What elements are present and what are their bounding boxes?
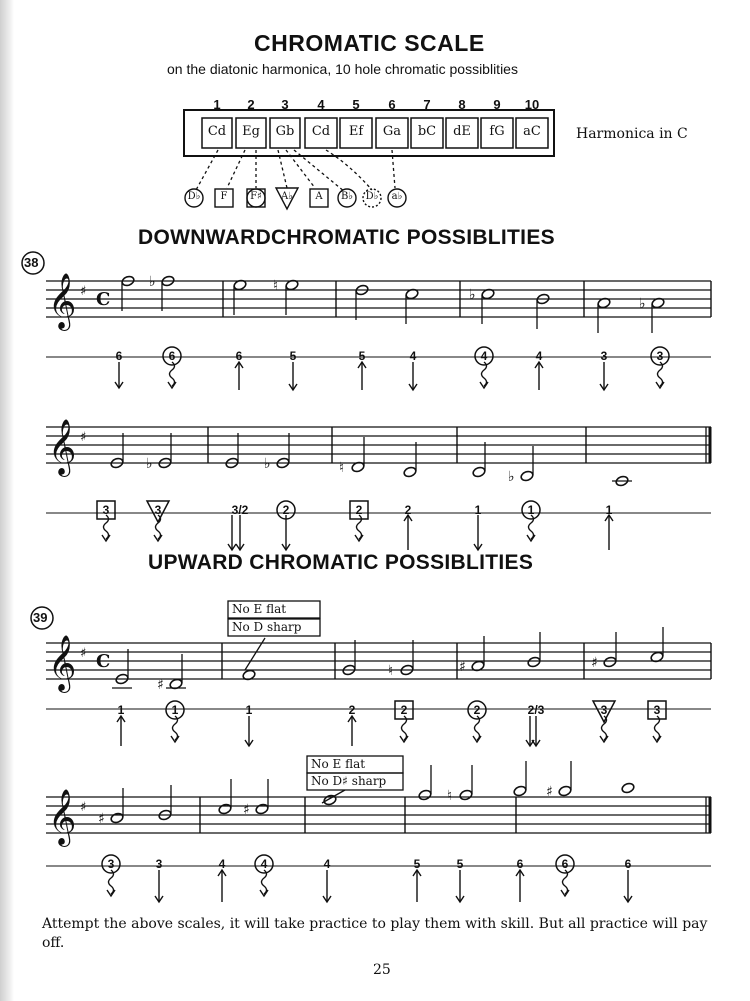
tab-s4-label-6: 5 xyxy=(456,857,464,871)
bend-note-4: A xyxy=(315,191,323,202)
upward-section-title: UPWARD CHROMATIC POSSIBLITIES xyxy=(148,551,534,574)
tab-s3-label-5: 2 xyxy=(473,703,481,717)
tab-s4-label-4: 4 xyxy=(323,857,331,871)
s4-note-0-accidental: ♯ xyxy=(98,811,105,827)
tab-s1-label-1: 6 xyxy=(168,349,176,363)
s3-note-4-accidental: ♮ xyxy=(388,663,394,679)
tab-s2-label-7: 1 xyxy=(527,503,535,517)
s2-note-4-accidental: ♮ xyxy=(339,460,345,476)
tab-s3-label-0: 1 xyxy=(117,703,125,717)
annotation-no-d-sharp-1: No D sharp xyxy=(232,620,302,634)
s3-note-5-accidental: ♯ xyxy=(459,659,466,675)
staff-2-treble-clef: 𝄞 xyxy=(48,419,77,475)
tab-s1-label-4: 5 xyxy=(358,349,366,363)
s2-note-3-accidental: ♭ xyxy=(264,456,271,472)
staff-4-key-sharp: ♯ xyxy=(80,800,87,815)
tab-s4-label-5: 5 xyxy=(413,857,421,871)
s4-note-6-accidental: ♮ xyxy=(447,788,453,804)
hole-note-0: Cd xyxy=(207,124,227,139)
bend-note-0: D♭ xyxy=(187,191,201,202)
harmonica-key-label: Harmonica in C xyxy=(576,126,688,142)
tab-s1-label-8: 3 xyxy=(600,349,608,363)
tab-s4-label-3: 4 xyxy=(260,857,268,871)
annotation-no-e-flat-1: No E flat xyxy=(232,602,287,616)
bend-note-3: A♭ xyxy=(281,191,293,202)
staff-1-time-signature: C xyxy=(96,289,111,310)
tab-s4-label-0: 3 xyxy=(107,857,115,871)
staff-1-treble-clef: 𝄞 xyxy=(48,273,77,329)
s1-note-9-accidental: ♭ xyxy=(639,296,646,312)
hole-number-8: 9 xyxy=(493,97,501,112)
annotation-no-e-flat-2: No E flat xyxy=(311,757,366,771)
tab-s4-label-9: 6 xyxy=(624,857,632,871)
tab-s1-label-2: 6 xyxy=(235,349,243,363)
tab-s1-label-9: 3 xyxy=(656,349,664,363)
hole-number-5: 6 xyxy=(388,97,396,112)
tab-s3-label-7: 3 xyxy=(600,703,608,717)
annotation-no-d-sharp-2: No D♯ sharp xyxy=(311,774,387,788)
s4-note-8-accidental: ♯ xyxy=(546,784,553,800)
bend-note-7: a♭ xyxy=(391,191,403,202)
s1-note-3-accidental: ♮ xyxy=(273,278,279,294)
tab-s1-label-5: 4 xyxy=(409,349,417,363)
hole-note-3: Cd xyxy=(311,124,331,139)
tab-s2-label-2: 3/2 xyxy=(231,503,249,517)
hole-number-9: 10 xyxy=(524,97,540,112)
tab-s3-label-8: 3 xyxy=(653,703,661,717)
hole-note-5: Ga xyxy=(382,124,402,139)
hole-number-2: 3 xyxy=(281,97,289,112)
page-subtitle: on the diatonic harmonica, 10 hole chromatic possiblities xyxy=(167,61,518,77)
s4-note-3-accidental: ♯ xyxy=(243,802,250,818)
staff-3-treble-clef: 𝄞 xyxy=(48,635,77,691)
tab-s3-label-1: 1 xyxy=(171,703,179,717)
tab-s2-label-5: 2 xyxy=(404,503,412,517)
hole-note-1: Eg xyxy=(242,124,260,139)
bend-note-2: F♯ xyxy=(250,191,262,202)
tab-s2-label-1: 3 xyxy=(154,503,162,517)
staff-1-key-sharp: ♯ xyxy=(80,284,87,299)
tab-s1-label-3: 5 xyxy=(289,349,297,363)
hole-note-4: Ef xyxy=(348,124,364,139)
footer-text: Attempt the above scales, it will take practice to play them with skill. But all practice will pay off. xyxy=(42,916,708,951)
tab-s3-label-3: 2 xyxy=(348,703,356,717)
hole-note-9: aC xyxy=(523,124,541,139)
staff-4-treble-clef: 𝄞 xyxy=(48,789,77,845)
tab-s2-label-6: 1 xyxy=(474,503,482,517)
tab-s3-label-6: 2/3 xyxy=(527,703,545,717)
hole-number-7: 8 xyxy=(458,97,466,112)
bend-note-1: F xyxy=(220,191,228,202)
tab-s2-label-3: 2 xyxy=(282,503,290,517)
tab-s2-label-0: 3 xyxy=(102,503,110,517)
tab-s4-label-2: 4 xyxy=(218,857,226,871)
s1-note-6-accidental: ♭ xyxy=(469,287,476,303)
tab-s4-label-7: 6 xyxy=(516,857,524,871)
s3-note-7-accidental: ♯ xyxy=(591,655,598,671)
tab-s4-label-8: 6 xyxy=(561,857,569,871)
tab-s1-label-7: 4 xyxy=(535,349,543,363)
tab-s1-label-0: 6 xyxy=(115,349,123,363)
bend-note-5: B♭ xyxy=(340,191,354,202)
downward-section-title: DOWNWARDCHROMATIC POSSIBLITIES xyxy=(138,226,555,249)
tab-s1-label-6: 4 xyxy=(480,349,488,363)
hole-note-7: dE xyxy=(453,124,471,139)
hole-number-1: 2 xyxy=(247,97,255,112)
hole-note-6: bC xyxy=(417,124,437,139)
hole-note-8: fG xyxy=(489,124,505,139)
s2-note-7-accidental: ♭ xyxy=(508,469,515,485)
staff-3-time-signature: C xyxy=(96,651,111,672)
tab-s3-label-2: 1 xyxy=(245,703,253,717)
hole-number-4: 5 xyxy=(352,97,360,112)
example-39-number: 39 xyxy=(33,610,48,625)
hole-number-3: 4 xyxy=(317,97,325,112)
staff-2-key-sharp: ♯ xyxy=(80,430,87,445)
page-title: CHROMATIC SCALE xyxy=(254,30,485,56)
hole-number-0: 1 xyxy=(213,97,221,112)
staff-3-key-sharp: ♯ xyxy=(80,646,87,661)
example-38-number: 38 xyxy=(24,255,39,270)
tab-s2-label-8: 1 xyxy=(605,503,613,517)
hole-number-6: 7 xyxy=(423,97,431,112)
s2-note-1-accidental: ♭ xyxy=(146,456,153,472)
s3-note-1-accidental: ♯ xyxy=(157,677,164,693)
page-number: 25 xyxy=(373,962,391,978)
tab-s3-label-4: 2 xyxy=(400,703,408,717)
bend-note-6: D♭ xyxy=(365,191,379,202)
hole-note-2: Gb xyxy=(275,124,295,139)
s1-note-1-accidental: ♭ xyxy=(149,274,156,290)
tab-s4-label-1: 3 xyxy=(155,857,163,871)
tab-s2-label-4: 2 xyxy=(355,503,363,517)
